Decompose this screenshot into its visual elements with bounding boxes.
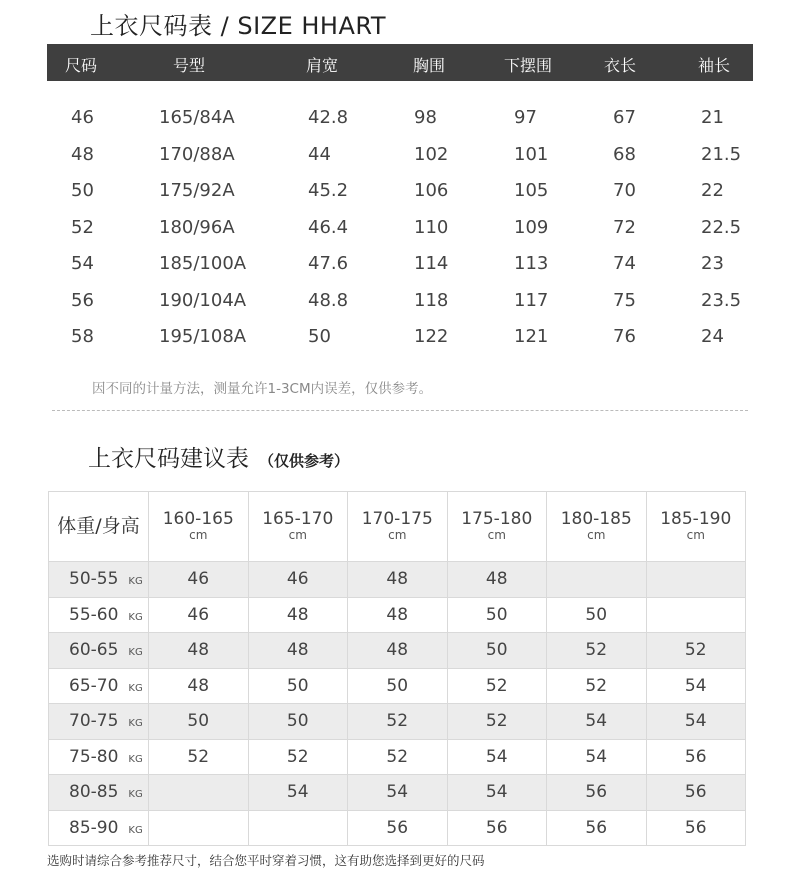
size-cell: 52 (547, 633, 647, 669)
cell-size: 56 (71, 289, 94, 311)
size-cell: 50 (547, 597, 647, 633)
size-cell (149, 810, 249, 846)
footer-note: 选购时请综合参考推荐尺寸，结合您平时穿着习惯，这有助您选择到更好的尺码 (47, 853, 485, 868)
weight-range: 60-65 (69, 640, 119, 661)
size-cell: 56 (547, 775, 647, 811)
cell-shoulder: 47.6 (308, 253, 349, 274)
cell-size: 50 (71, 180, 94, 201)
recommend-chart-title (88, 440, 349, 473)
size-chart-title: 上衣尺码表 / SIZE HHART (90, 12, 386, 40)
size-cell (646, 597, 746, 633)
size-cell: 54 (547, 704, 647, 740)
cell-sleeve: 22 (701, 180, 724, 201)
section-divider (52, 410, 748, 411)
height-unit: cm (388, 528, 407, 543)
cell-length: 74 (613, 253, 636, 274)
size-cell: 50 (447, 633, 547, 669)
table-row (49, 775, 746, 811)
height-header (248, 492, 348, 562)
table-row (47, 99, 753, 136)
cell-shoulder: 50 (308, 326, 331, 347)
table-row (47, 282, 753, 319)
cell-shoulder: 44 (308, 143, 331, 165)
corner-label: 体重/身高 (49, 492, 149, 562)
header-hem: 下摆围 (504, 56, 553, 75)
size-cell: 56 (646, 775, 746, 811)
size-chart-body (47, 99, 753, 355)
size-cell: 54 (248, 775, 348, 811)
weight-range: 85-90 (69, 817, 119, 838)
table-row (47, 136, 753, 173)
header-size: 尺码 (65, 56, 98, 75)
weight-unit: KG (128, 611, 143, 623)
cell-sleeve: 23.5 (701, 289, 742, 311)
cell-hem: 105 (514, 180, 549, 201)
cell-chest: 122 (414, 326, 449, 347)
weight-unit: KG (128, 753, 143, 765)
size-cell: 52 (447, 668, 547, 704)
height-header (547, 492, 647, 562)
height-header (447, 492, 547, 562)
size-cell: 48 (348, 597, 448, 633)
size-cell: 50 (248, 704, 348, 740)
cell-hem: 117 (514, 289, 549, 311)
weight-cell (49, 810, 149, 846)
cell-chest: 98 (414, 107, 437, 128)
weight-range: 50-55 (69, 569, 119, 590)
cell-model: 180/96A (159, 216, 235, 238)
size-cell: 50 (447, 597, 547, 633)
header-shoulder: 肩宽 (306, 56, 339, 75)
height-range: 170-175 (361, 509, 433, 530)
height-unit: cm (487, 528, 506, 543)
cell-length: 76 (613, 326, 636, 347)
cell-sleeve: 21 (701, 107, 724, 128)
cell-length: 70 (613, 180, 636, 201)
size-cell: 50 (149, 704, 249, 740)
weight-range: 65-70 (69, 675, 119, 696)
weight-cell (49, 739, 149, 775)
cell-chest: 102 (414, 143, 449, 165)
size-cell: 54 (547, 739, 647, 775)
weight-cell (49, 633, 149, 669)
size-cell: 52 (348, 704, 448, 740)
weight-cell (49, 597, 149, 633)
size-cell: 56 (447, 810, 547, 846)
size-cell: 56 (348, 810, 448, 846)
cell-model: 185/100A (159, 253, 247, 274)
size-cell (248, 810, 348, 846)
recommend-subtitle: （仅供参考） (259, 452, 350, 470)
size-cell: 48 (348, 633, 448, 669)
height-unit: cm (288, 528, 307, 543)
size-cell: 56 (646, 739, 746, 775)
height-range: 165-170 (262, 509, 334, 530)
cell-size: 54 (71, 253, 94, 274)
height-header (646, 492, 746, 562)
size-cell (547, 562, 647, 598)
weight-unit: KG (128, 647, 143, 659)
cell-size: 58 (71, 326, 94, 347)
size-cell: 46 (149, 562, 249, 598)
cell-model: 170/88A (159, 143, 235, 165)
size-cell: 54 (348, 775, 448, 811)
cell-shoulder: 48.8 (308, 289, 349, 311)
cell-length: 72 (613, 216, 636, 238)
cell-chest: 106 (414, 180, 449, 201)
size-cell: 56 (646, 810, 746, 846)
size-cell: 50 (248, 668, 348, 704)
header-chest: 胸围 (413, 56, 446, 75)
height-range: 185-190 (660, 509, 732, 530)
cell-length: 67 (613, 107, 636, 128)
cell-model: 190/104A (159, 289, 247, 311)
weight-unit: KG (128, 718, 143, 730)
cell-length: 75 (613, 289, 636, 311)
weight-range: 70-75 (69, 711, 119, 732)
table-row (47, 245, 753, 282)
table-row (49, 633, 746, 669)
table-row (49, 668, 746, 704)
recommend-title-text: 上衣尺码建议表 (88, 446, 249, 472)
size-cell (646, 562, 746, 598)
size-cell: 48 (348, 562, 448, 598)
table-row (47, 172, 753, 209)
height-unit: cm (587, 528, 606, 543)
cell-sleeve: 21.5 (701, 143, 742, 165)
weight-cell (49, 562, 149, 598)
size-cell: 48 (248, 597, 348, 633)
cell-shoulder: 46.4 (308, 216, 349, 238)
size-cell: 52 (547, 668, 647, 704)
table-row (49, 562, 746, 598)
cell-chest: 114 (414, 253, 449, 274)
size-cell: 48 (248, 633, 348, 669)
height-range: 175-180 (461, 509, 533, 530)
table-row (47, 209, 753, 246)
height-header (348, 492, 448, 562)
size-cell: 52 (248, 739, 348, 775)
cell-shoulder: 42.8 (308, 107, 349, 128)
header-model: 号型 (173, 56, 206, 75)
size-cell: 48 (149, 633, 249, 669)
size-cell: 46 (149, 597, 249, 633)
weight-unit: KG (128, 576, 143, 588)
measurement-note: 因不同的计量方法，测量允许1-3CM内误差，仅供参考。 (92, 381, 433, 397)
height-unit: cm (686, 528, 705, 543)
table-row (49, 597, 746, 633)
cell-shoulder: 45.2 (308, 180, 349, 201)
height-range: 180-185 (560, 509, 632, 530)
cell-model: 195/108A (159, 326, 247, 347)
cell-sleeve: 24 (701, 326, 724, 347)
weight-cell (49, 775, 149, 811)
size-cell: 54 (447, 775, 547, 811)
size-cell: 46 (248, 562, 348, 598)
table-row (47, 318, 753, 355)
cell-size: 48 (71, 143, 94, 165)
size-cell: 52 (348, 739, 448, 775)
size-cell: 52 (646, 633, 746, 669)
size-cell: 56 (547, 810, 647, 846)
size-chart-header (47, 44, 753, 81)
height-header (149, 492, 249, 562)
size-cell (149, 775, 249, 811)
weight-unit: KG (128, 789, 143, 801)
cell-model: 165/84A (159, 107, 235, 128)
weight-range: 55-60 (69, 604, 119, 625)
weight-unit: KG (128, 824, 143, 836)
weight-range: 75-80 (69, 746, 119, 767)
table-row (49, 704, 746, 740)
cell-hem: 113 (514, 253, 549, 274)
table-row (49, 739, 746, 775)
cell-model: 175/92A (159, 180, 235, 201)
size-cell: 54 (646, 668, 746, 704)
size-cell: 48 (447, 562, 547, 598)
size-cell: 50 (348, 668, 448, 704)
weight-cell (49, 704, 149, 740)
weight-range: 80-85 (69, 782, 119, 803)
table-row (49, 810, 746, 846)
cell-size: 52 (71, 216, 94, 238)
cell-sleeve: 22.5 (701, 216, 742, 238)
size-cell: 54 (646, 704, 746, 740)
cell-chest: 110 (414, 216, 449, 238)
cell-size: 46 (71, 107, 94, 128)
cell-length: 68 (613, 143, 636, 165)
weight-cell (49, 668, 149, 704)
cell-chest: 118 (414, 289, 449, 311)
height-unit: cm (189, 528, 208, 543)
weight-unit: KG (128, 682, 143, 694)
size-cell: 48 (149, 668, 249, 704)
cell-sleeve: 23 (701, 253, 724, 274)
height-range: 160-165 (162, 509, 234, 530)
recommend-table (48, 491, 746, 846)
cell-hem: 101 (514, 143, 549, 165)
cell-hem: 109 (514, 216, 549, 238)
cell-hem: 97 (514, 107, 537, 128)
size-cell: 52 (447, 704, 547, 740)
header-sleeve: 袖长 (698, 56, 731, 75)
cell-hem: 121 (514, 326, 549, 347)
size-cell: 54 (447, 739, 547, 775)
size-cell: 52 (149, 739, 249, 775)
header-length: 衣长 (604, 56, 637, 75)
